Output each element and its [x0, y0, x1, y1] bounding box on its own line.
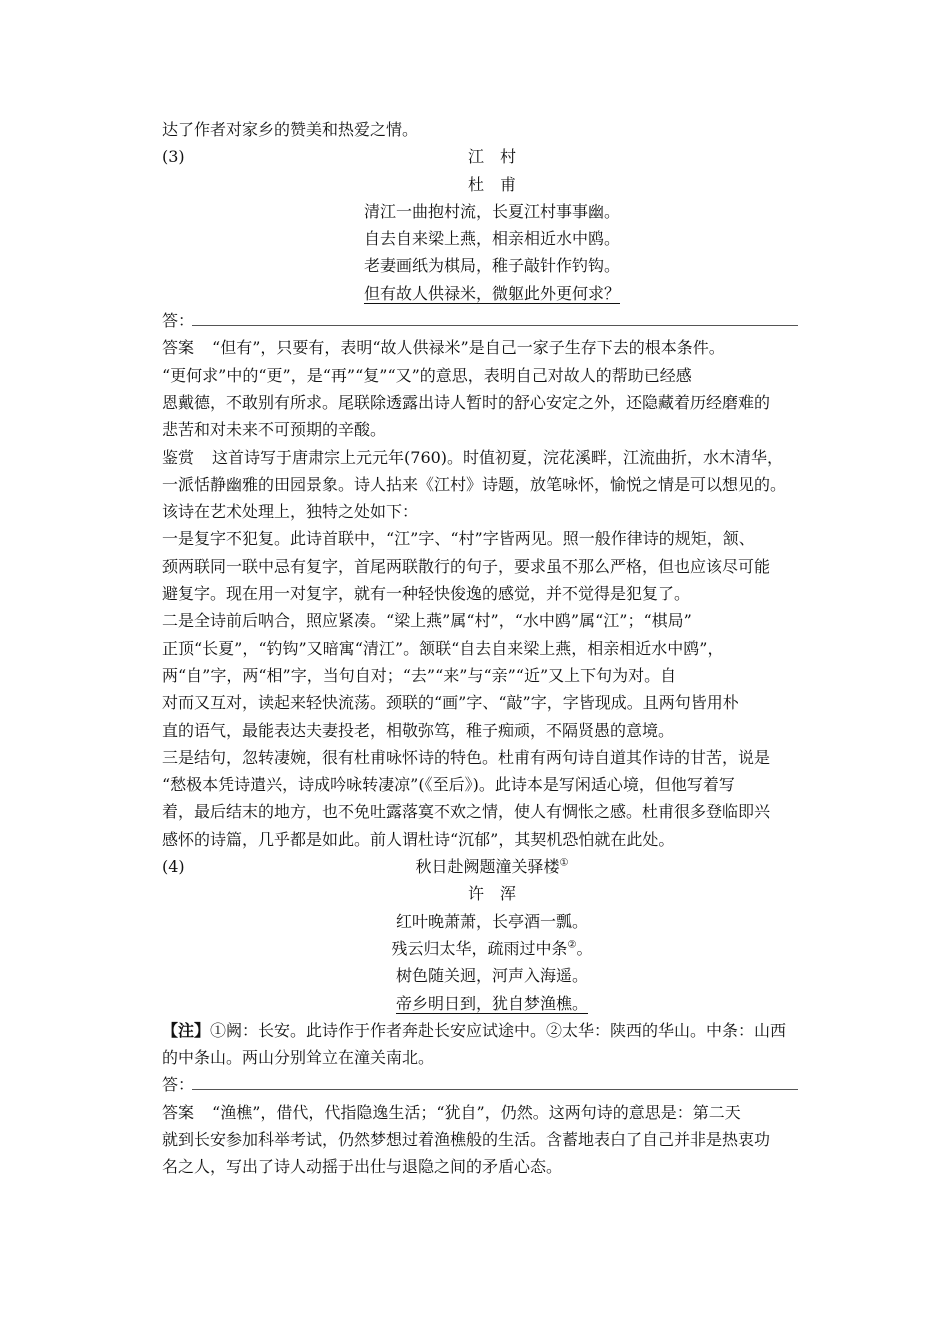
answer-line: 悲苦和对未来不可预期的辛酸。 [162, 420, 387, 440]
appreciation-label: 鉴赏 [162, 447, 195, 467]
poem-line-underlined [162, 990, 822, 1017]
paragraph-line: 着，最后结末的地方，也不免吐露落寞不欢之情，使人有惆怅之感。杜甫很多登临即兴 [162, 802, 771, 822]
answer-blank-line [162, 307, 822, 334]
paragraph-line: “愁极本凭诗遣兴，诗成吟咏转凄凉”(《至后》)。此诗本是写闲适心境，但他写着写 [162, 775, 735, 795]
footnote-marker: ① [559, 857, 569, 869]
poem-3-title-line [162, 143, 822, 170]
poem-line [162, 252, 822, 279]
poem-line-text: 红叶晚萧萧，长亭酒一瓢。 [395, 911, 588, 931]
appreciation-text: 这首诗写于唐肃宗上元元年(760)。时值初夏，浣花溪畔，江流曲折，水木清华， [212, 447, 784, 467]
paragraph-line: 对而又互对，读起来轻快流荡。颈联的“画”字、“敲”字，字皆现成。且两句皆用朴 [162, 693, 739, 713]
document-page [162, 116, 822, 1181]
poem-line-underlined [162, 280, 822, 307]
answer-label: 答： [162, 311, 195, 331]
paragraph-line: 一是复字不犯复。此诗首联中，“江”字、“村”字皆两见。照一般作律诗的规矩，颔、 [162, 529, 755, 549]
paragraph-line: 感怀的诗篇，几乎都是如此。前人谓杜诗“沉郁”，其契机恐怕就在此处。 [162, 829, 675, 849]
appreciation-line [162, 444, 822, 471]
question-number: (4) [162, 857, 185, 877]
author-name: 许 浑 [467, 884, 516, 904]
paragraph-line: 三是结句，忽转凄婉，很有杜甫咏怀诗的特色。杜甫有两句诗自道其作诗的甘苦，说是 [162, 747, 771, 767]
note-line: 的中条山。两山分别耸立在潼关南北。 [162, 1048, 435, 1068]
answer-blank-line [162, 1071, 822, 1098]
poem-line [162, 225, 822, 252]
answer-line [162, 334, 822, 361]
poem-title-text: 秋日赴阙题潼关驿楼 [415, 857, 560, 877]
paragraph-line: 正顶“长夏”，“钓钩”又暗寓“清江”。颔联“自去自来梁上燕，相亲相近水中鸥”， [162, 638, 724, 658]
poem-author [162, 171, 822, 198]
poem-author [162, 880, 822, 907]
poem-4-title-line [162, 853, 822, 880]
poem-line-text: 老妻画纸为棋局，稚子敲针作钓钩。 [363, 256, 620, 276]
poem-line-text: 残云归太华，疏雨过中条 [391, 938, 568, 958]
answer-line: 就到长安参加科举考试，仍然梦想过着渔樵般的生活。含蓄地表白了自己并非是热衷功 [162, 1129, 771, 1149]
appreciation-line: 该诗在艺术处理上，独特之处如下： [162, 502, 419, 522]
note-tag: 【注】 [162, 1020, 211, 1040]
appreciation-line: 一派恬静幽雅的田园景象。诗人拈来《江村》诗题，放笔咏怀，愉悦之情是可以想见的。 [162, 474, 787, 494]
poem-line-text: 帝乡明日到，犹自梦渔樵。 [395, 993, 588, 1013]
poem-line-punct: 。 [576, 938, 593, 958]
paragraph-line: 两“自”字，两“相”字，当句自对；“去”“来”与“亲”“近”又上下句为对。自 [162, 665, 677, 685]
poem-line [162, 935, 822, 962]
poem-title: 江 村 [467, 147, 516, 167]
answer-rule [192, 1089, 798, 1090]
answer-line [162, 1099, 822, 1126]
answer-line: 恩戴德，不敢别有所求。尾联除透露出诗人暂时的舒心安定之外，还隐藏着历经磨难的 [162, 392, 771, 412]
footnote-marker: ② [567, 939, 577, 951]
poem-line [162, 908, 822, 935]
answer-key-label: 答案 [162, 338, 195, 358]
answer-line: 名之人，写出了诗人动摇于出仕与退隐之间的矛盾心态。 [162, 1157, 563, 1177]
paragraph-line: 避复字。现在用一对复字，就有一种轻快俊逸的感觉，并不觉得是犯复了。 [162, 584, 691, 604]
answer-rule [192, 325, 798, 326]
poem-title [162, 853, 822, 880]
poem-line [162, 962, 822, 989]
text-line: 达了作者对家乡的赞美和热爱之情。 [162, 120, 419, 139]
poem-line-text: 自去自来梁上燕，相亲相近水中鸥。 [363, 229, 620, 249]
answer-key-label: 答案 [162, 1102, 195, 1122]
answer-text: “但有”，只要有，表明“故人供禄米”是自己一家子生存下去的根本条件。 [212, 338, 725, 358]
answer-label: 答： [162, 1075, 195, 1095]
paragraph-line: 直的语气，最能表达夫妻投老，相敬弥笃，稚子痴顽，不隔贤愚的意境。 [162, 720, 675, 740]
poem-line-text: 清江一曲抱村流，长夏江村事事幽。 [363, 201, 620, 221]
poem-line [162, 198, 822, 225]
paragraph-line: 颈两联同一联中忌有复字，首尾两联散行的句子，要求虽不那么严格，但也应该尽可能 [162, 556, 771, 576]
answer-line: “更何求”中的“更”，是“再”“复”“又”的意思，表明自己对故人的帮助已经感 [162, 365, 692, 385]
question-number: (3) [162, 147, 185, 167]
paragraph-line: 二是全诗前后呐合，照应紧凑。“梁上燕”属“村”，“水中鸥”属“江”；“棋局” [162, 611, 692, 631]
poem-line-text: 但有故人供禄米，微躯此外更何求？ [363, 283, 620, 303]
note-text: ①阙：长安。此诗作于作者奔赴长安应试途中。②太华：陕西的华山。中条：山西 [210, 1020, 787, 1040]
note-line [162, 1017, 822, 1044]
answer-text: “渔樵”，借代，代指隐逸生活；“犹自”，仍然。这两句诗的意思是：第二天 [212, 1102, 741, 1122]
author-name: 杜 甫 [467, 174, 516, 194]
poem-line-text: 树色随关迥，河声入海遥。 [395, 966, 588, 986]
